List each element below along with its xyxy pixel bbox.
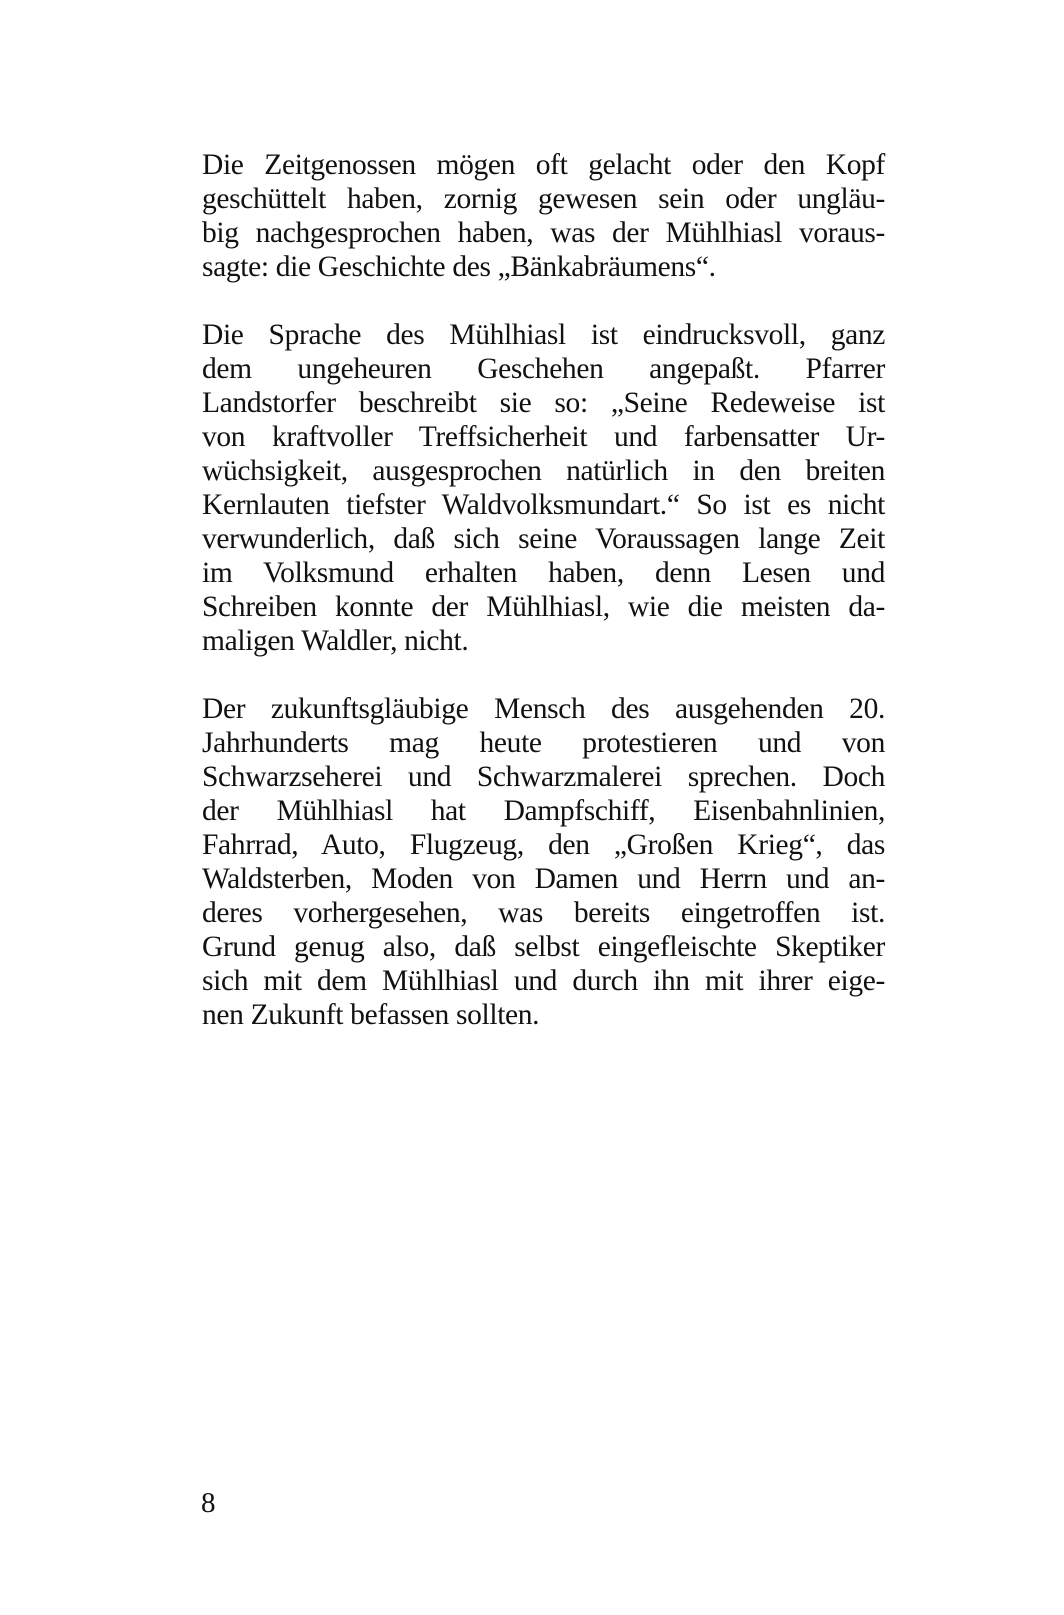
text-line: Die Zeitgenossen mögen oft gelacht oder den Kopf [202, 149, 885, 181]
text-line: Kernlauten tiefster Waldvolksmundart.“ So ist es nicht [202, 489, 885, 521]
text-line: big nachgesprochen haben, was der Mühlhiasl voraus- [202, 217, 885, 249]
text-line: Die Sprache des Mühlhiasl ist eindrucksvoll, ganz [202, 319, 885, 351]
text-line: nen Zukunft befassen sollten. [202, 999, 540, 1031]
text-line: Jahrhunderts mag heute protestieren und von [202, 727, 885, 759]
paragraph-3 [202, 692, 885, 1032]
text-line: Landstorfer beschreibt sie so: „Seine Redeweise ist [202, 387, 885, 419]
text-line: dem ungeheuren Geschehen angepaßt. Pfarrer [202, 353, 885, 385]
text-line: Waldsterben, Moden von Damen und Herrn und an- [202, 863, 885, 895]
paragraph-1 [202, 148, 885, 284]
text-line: maligen Waldler, nicht. [202, 625, 469, 657]
text-line: sagte: die Geschichte des „Bänkabräumens“. [202, 251, 716, 283]
text-line: sich mit dem Mühlhiasl und durch ihn mit ihrer eige- [202, 965, 885, 997]
text-line: Schwarzseherei und Schwarzmalerei sprechen. Doch [202, 761, 885, 793]
text-line: deres vorhergesehen, was bereits eingetroffen ist. [202, 897, 885, 929]
text-line: Schreiben konnte der Mühlhiasl, wie die meisten da- [202, 591, 885, 623]
text-line: Grund genug also, daß selbst eingefleischte Skeptiker [202, 931, 885, 963]
text-line: im Volksmund erhalten haben, denn Lesen und [202, 557, 885, 589]
body-text [202, 148, 885, 1032]
text-line: der Mühlhiasl hat Dampfschiff, Eisenbahnlinien, [202, 795, 885, 827]
text-line: verwunderlich, daß sich seine Voraussagen lange Zeit [202, 523, 885, 555]
paragraph-2 [202, 318, 885, 658]
page-number: 8 [201, 1487, 216, 1519]
text-line: wüchsigkeit, ausgesprochen natürlich in den breiten [202, 455, 885, 487]
text-line: geschüttelt haben, zornig gewesen sein oder ungläu- [202, 183, 885, 215]
text-line: Der zukunftsgläubige Mensch des ausgehenden 20. [202, 693, 885, 725]
text-line: Fahrrad, Auto, Flugzeug, den „Großen Krieg“, das [202, 829, 885, 861]
text-line: von kraftvoller Treffsicherheit und farbensatter Ur- [202, 421, 885, 453]
